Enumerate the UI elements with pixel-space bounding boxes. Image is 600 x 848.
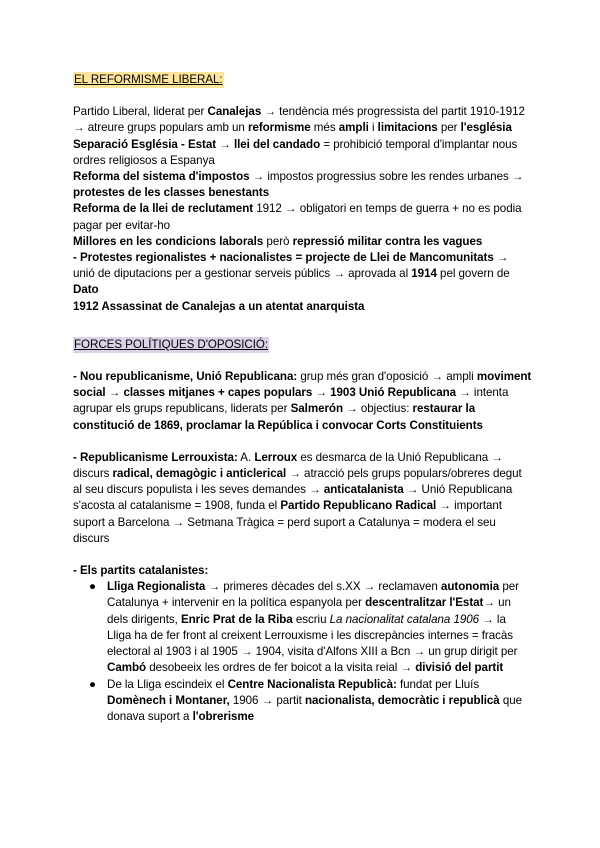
list-item-centre-nacionalista: ● De la Lliga escindeix el Centre Nacionalista Republicà: fundat per Lluís Domènech i Montaner, 1906 → partit nacionalista, democràtic i republicà que donava suport a l'obrerisme [89, 677, 523, 723]
paragraph-assassinat-canalejas: 1912 Assassinat de Canalejas a un atentat anarquista [73, 299, 365, 313]
paragraph-republicanisme-lerrouxista: - Republicanisme Lerrouxista: A. Lerroux es desmarca de la Unió Republicana → discurs radical, demagògic i anticlerical → atracció pels grups populars/obreres degut al seu discurs populista i les seves demandes → anticatalanista → Unió Republicana s'acosta al catalanisme = 1908, funda el Partido Republicano Radical → important suport a Barcelona → Setmana Tràgica = perd suport a Catalunya = modera el seu discurs [73, 450, 522, 545]
paragraph-partits-catalanistes-title: - Els partits catalanistes: [73, 564, 209, 578]
paragraph-mancomunitats: - Protestes regionalistes + nacionalistes = projecte de Llei de Mancomunitats → unió de diputacions per a gestionar serveis públics → aprovada al 1914 pel govern de Dato [73, 251, 510, 297]
section-heading-reformisme-liberal: EL REFORMISME LIBERAL: [73, 72, 224, 88]
section-heading-forces-oposicio: FORCES POLÍTIQUES D'OPOSICIÓ: [73, 337, 269, 353]
bullet-icon: ● [89, 677, 96, 691]
paragraph-reforma-impostos: Reforma del sistema d'impostos → impostos progressius sobre les rendes urbanes → protestes de les classes benestants [73, 170, 524, 200]
document-content [73, 72, 533, 725]
paragraph-nou-republicanisme: - Nou republicanisme, Unió Republicana: grup més gran d'oposició → ampli moviment social → classes mitjanes + capes populars → 1903 Unió Republicana → intenta agrupar els grups republicans, liderats per Salmerón → objectius: restaurar la constitució de 1869, proclamar la República i convocar Corts Constituients [73, 370, 532, 432]
list-item-lliga-regionalista: ● Lliga Regionalista → primeres dècades del s.XX → reclamaven autonomia per Catalunya + intervenir en la política espanyola per descentralitzar l'Estat→ un dels dirigents, Enric Prat de la Riba escriu La nacionalitat catalana 1906 → la Lliga ha de fer front al creixent Lerrouxisme i les discrepàncies internes = fracàs electoral al 1903 i al 1905 → 1904, visita d'Alfons XIII a Bcn → un grup dirigit per Cambó desobeeix les ordres de fer boicot a la visita reial → divisió del partit [89, 580, 519, 675]
paragraph-millores-laborals: Millores en les condicions laborals però repressió militar contra les vagues [73, 234, 483, 248]
paragraph-partido-liberal: Partido Liberal, liderat per Canalejas → tendència més progressista del partit 1910-1912 → atreure grups populars amb un reformisme més ampli i limitacions per l'església [73, 105, 525, 135]
paragraph-reforma-reclutament: Reforma de la llei de reclutament 1912 → obligatori en temps de guerra + no es podia pagar per evitar-ho [73, 202, 522, 232]
list-partits-catalanistes [73, 579, 533, 725]
bullet-icon: ● [89, 580, 96, 594]
paragraph-separacio-esglesia: Separació Església - Estat → llei del candado = prohibició temporal d'implantar nous ordres religiosos a Espanya [73, 137, 518, 167]
